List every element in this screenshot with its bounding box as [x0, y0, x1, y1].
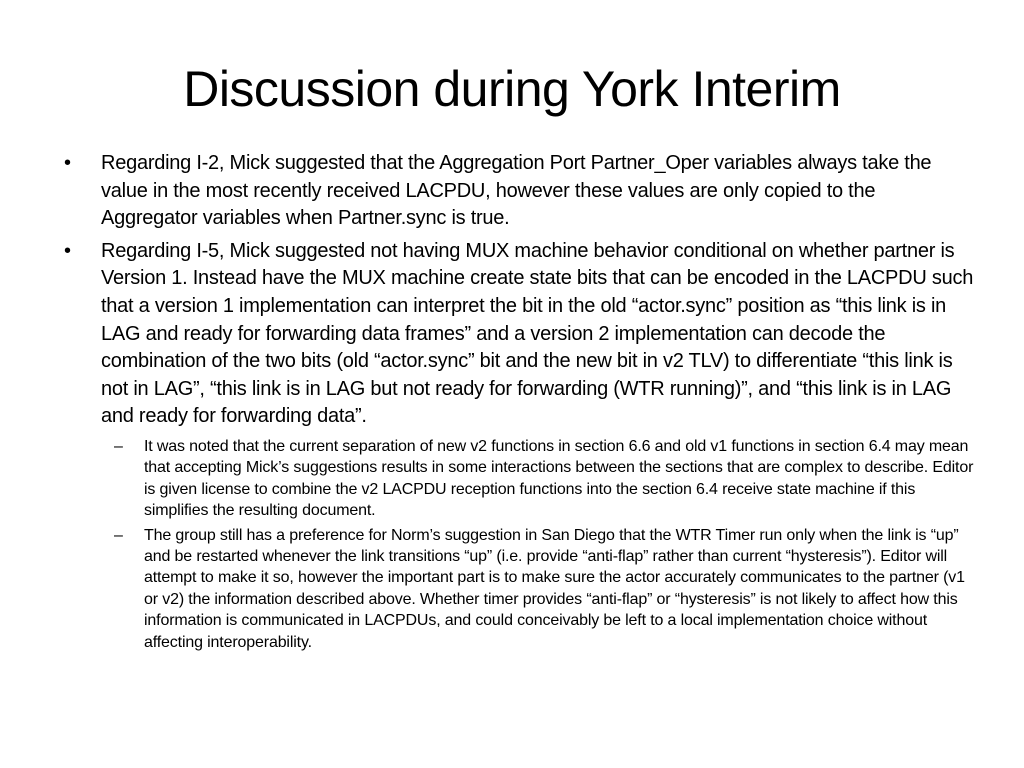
sub-bullet-text: The group still has a preference for Norm’s suggestion in San Diego that the WTR Timer run only when the link is “up” and be restarted whenever the link transitions “up” (i.e. provide “anti-flap” rather than current “hysteresis”). Editor will attempt to make it so, however the important part is to make sure the actor accurately communicates to the partner (v1 or v2) the information described above. Whether timer provides “anti-flap” or “hysteresis” is not likely to affect how this information is communicated in LACPDUs, and could conceivably be left to a local implementation choice without affecting interoperability. — [144, 526, 965, 651]
bullet-marker: • — [64, 239, 71, 262]
slide-title: Discussion during York Interim — [183, 61, 841, 117]
sub-bullet-text: It was noted that the current separation of new v2 functions in section 6.6 and old v1 functions in section 6.4 may mean that accepting Mick’s suggestions results in some interactions between the sections that are complex to describe. Editor is given license to combine the v2 LACPDU reception functions into the section 6.4 receive state machine if this simplifies the resulting document. — [144, 437, 974, 520]
bullet-marker: • — [64, 152, 71, 174]
bullet-item — [64, 238, 974, 431]
sub-bullet-marker: – — [114, 526, 123, 544]
bullet-item — [64, 150, 974, 233]
sub-bullet-item — [114, 525, 974, 653]
sub-bullet-item — [114, 436, 974, 522]
bullet-text: Regarding I-5, Mick suggested not having MUX machine behavior conditional on whether partner is Version 1. Instead have the MUX machine create state bits that can be encoded in the LACPDU such that a version 1 implementation can interpret the bit in the old “actor.sync” position as “this link is in LAG and ready for forwarding data frames” and a version 2 implementation can decode the combination of the two bits (old “actor.sync” bit and the new bit in v2 TLV) to differentiate “this link is not in LAG”, “this link is in LAG but not ready for forwarding (WTR running)”, and “this link is in LAG and ready for forwarding data”. — [101, 239, 974, 428]
slide-content — [64, 150, 974, 656]
bullet-text: Regarding I-2, Mick suggested that the Aggregation Port Partner_Oper variables always take the value in the most recently received LACPDU, however these values are only copied to the Aggregator variables when Partner.sync is true. — [101, 152, 932, 230]
sub-bullet-marker: – — [114, 437, 123, 455]
